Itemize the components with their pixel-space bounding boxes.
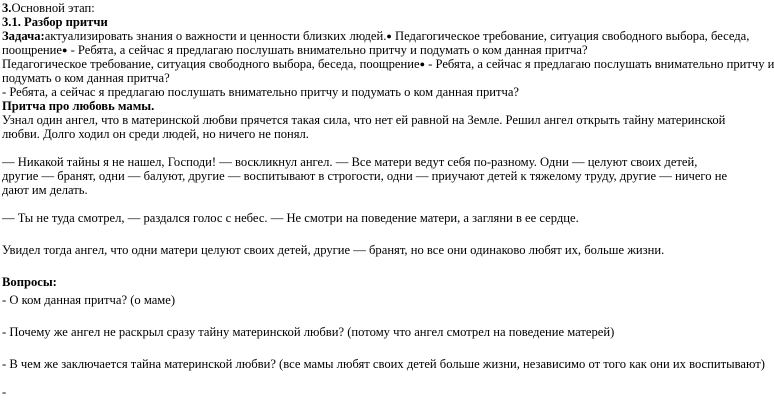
task-text-tail: Педагогическое требование, ситуация свободного выбора, беседа, <box>391 29 750 43</box>
bullet-icon: ● <box>386 31 392 41</box>
section-title <box>2 15 702 29</box>
section-title-text: 3.1. Разбор притчи <box>2 15 108 29</box>
spacer <box>2 307 702 325</box>
stage-heading <box>2 1 702 15</box>
task-line-2-a: поощрение <box>2 43 62 57</box>
task-line-1 <box>2 29 750 43</box>
document-page <box>2 1 774 399</box>
task-line-2-b: - Ребята, а сейчас я предлагаю послушать внимательно притчу и подумать о ком данная притча? <box>67 43 588 57</box>
spacer <box>2 141 702 155</box>
spacer <box>2 371 702 385</box>
prompt-line: - Ребята, а сейчас я предлагаю послушать внимательно притчу и подумать о ком данная притча? <box>2 85 520 99</box>
spacer <box>2 197 702 211</box>
question-3: - В чем же заключается тайна материнской любви? (все мамы любят своих детей больше жизни, независимо от того как они их воспитывают) <box>2 357 765 371</box>
questions-title-text: Вопросы: <box>2 275 57 289</box>
spacer <box>2 225 702 243</box>
repeat-line-2: подумать о ком данная притча? <box>2 71 170 85</box>
repeat-line-1-b: - Ребята, а сейчас я предлагаю послушать внимательно притчу и <box>425 57 774 71</box>
repeat-line-1-a: Педагогическое требование, ситуация свободного выбора, беседа, поощрение <box>2 57 420 71</box>
spacer <box>2 257 702 275</box>
bullet-icon: ● <box>419 59 426 69</box>
parable-p1-line-2: любви. Долго ходил он среди людей, но ничего не понял. <box>2 127 309 141</box>
question-1: - О ком данная притча? (о маме) <box>2 293 176 307</box>
spacer <box>2 339 702 357</box>
repeat-line-1 <box>2 57 774 71</box>
task-text: актуализировать знания о важности и ценности близких людей. <box>44 29 387 43</box>
parable-p2-line-1: — Никакой тайны я не нашел, Господи! — воскликнул ангел. — Все матери ведут себя по-разному. Одни — целуют своих детей, <box>2 155 698 169</box>
parable-p4: Увидел тогда ангел, что одни матери целуют своих детей, другие — бранят, но все они одинаково любят их, больше жизни. <box>2 243 665 257</box>
task-label: Задача: <box>2 29 45 43</box>
parable-title <box>2 99 702 113</box>
parable-title-text: Притча про любовь мамы. <box>2 99 155 113</box>
parable-p2-line-2: другие — бранят, одни — балуют, другие — воспитывают в строгости, одни — приучают детей к тяжелому труду, другие — ничего не <box>2 169 728 183</box>
bullet-icon: ● <box>62 45 68 55</box>
questions-title <box>2 275 702 289</box>
parable-p1-line-1: Узнал один ангел, что в материнской любви прячется такая сила, что нет ей равной на Земле. Решил ангел открыть тайну материнской <box>2 113 726 127</box>
stage-label: Основной этап: <box>11 1 95 15</box>
end-mark: - <box>2 385 7 399</box>
parable-p3: — Ты не туда смотрел, — раздался голос с небес. — Не смотри на поведение матери, а загляни в ее сердце. <box>2 211 579 225</box>
stage-number: 3. <box>2 1 12 15</box>
parable-p2-line-3: дают им делать. <box>2 183 88 197</box>
question-2: - Почему же ангел не раскрыл сразу тайну материнской любви? (потому что ангел смотрел на поведение матерей) <box>2 325 615 339</box>
task-line-2 <box>2 43 702 57</box>
